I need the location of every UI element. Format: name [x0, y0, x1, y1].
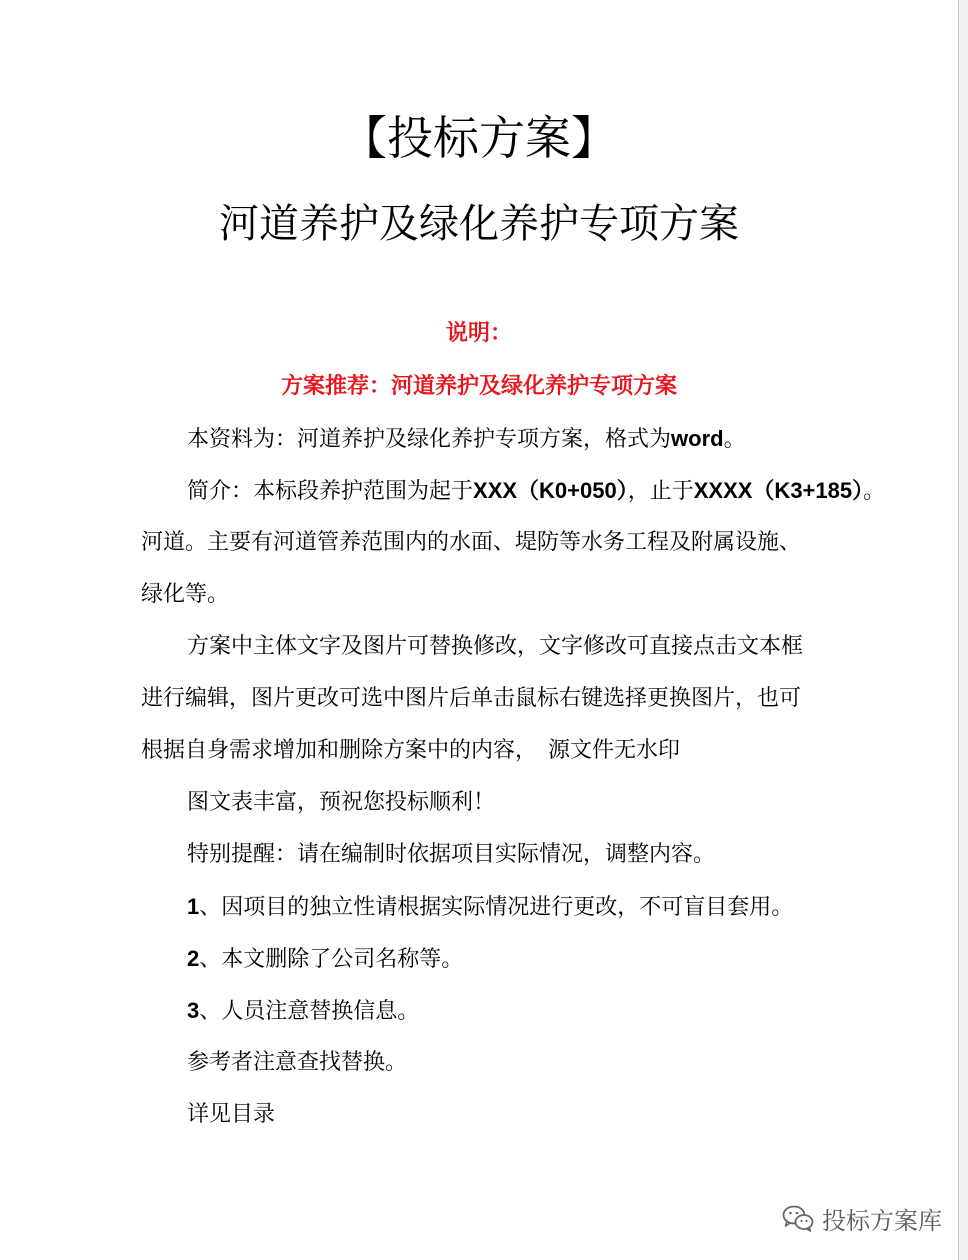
toc-line: 详见目录 [187, 1102, 276, 1127]
intro-line-2: 河道。主要有河道管养范围内的水面、堤防等水务工程及附属设施、 [141, 530, 802, 555]
page-gutter [959, 0, 968, 1260]
note-heading: 说明： [445, 320, 512, 346]
format-end: 。 [723, 427, 746, 452]
edit-line-2: 进行编辑，图片更改可选中图片后单击鼠标右键选择更换图片，也可 [141, 686, 802, 711]
intro-start-stake: XXX（K0+050） [473, 478, 628, 503]
list-item-text: 、因项目的独立性请根据实际情况进行更改，不可盲目套用。 [199, 895, 794, 920]
recommend-line: 方案推荐：河道养护及绿化养护专项方案 [280, 373, 677, 399]
list-item-number: 3 [187, 998, 200, 1023]
list-item-number: 1 [187, 894, 200, 919]
wechat-icon [782, 1204, 814, 1232]
list-item-text: 、本文删除了公司名称等。 [199, 947, 464, 972]
edit-line-3: 根据自身需求增加和删除方案中的内容， 源文件无水印 [141, 738, 681, 763]
reminder-line: 特别提醒：请在编制时依据项目实际情况，调整内容。 [187, 842, 716, 867]
watermark-text: 投标方案库 [822, 1206, 942, 1235]
list-item [187, 892, 793, 923]
list-item-number: 2 [187, 946, 200, 971]
watermark [782, 1200, 942, 1236]
format-text: 本资料为：河道养护及绿化养护专项方案，格式为 [187, 427, 672, 452]
intro-end: 。 [863, 479, 886, 504]
list-item-text: 、人员注意替换信息。 [199, 999, 420, 1024]
intro-line-3: 绿化等。 [141, 582, 230, 607]
list-item [187, 944, 463, 975]
list-item [187, 996, 419, 1027]
format-word: word [671, 426, 724, 451]
page-title: 河道养护及绿化养护专项方案 [219, 201, 739, 247]
intro-prefix: 简介：本标段养护范围为起于 [187, 479, 474, 504]
refer-line: 参考者注意查找替换。 [187, 1050, 408, 1075]
intro-end-stake: XXXX（K3+185） [693, 478, 864, 503]
title-bracket: 【投标方案】 [341, 111, 617, 165]
edit-line-1: 方案中主体文字及图片可替换修改，文字修改可直接点击文本框 [187, 634, 804, 659]
intro-mid: ，止于 [627, 479, 694, 504]
intro-line-1 [187, 476, 885, 507]
wish-line: 图文表丰富，预祝您投标顺利！ [187, 790, 496, 815]
format-paragraph [187, 424, 746, 455]
